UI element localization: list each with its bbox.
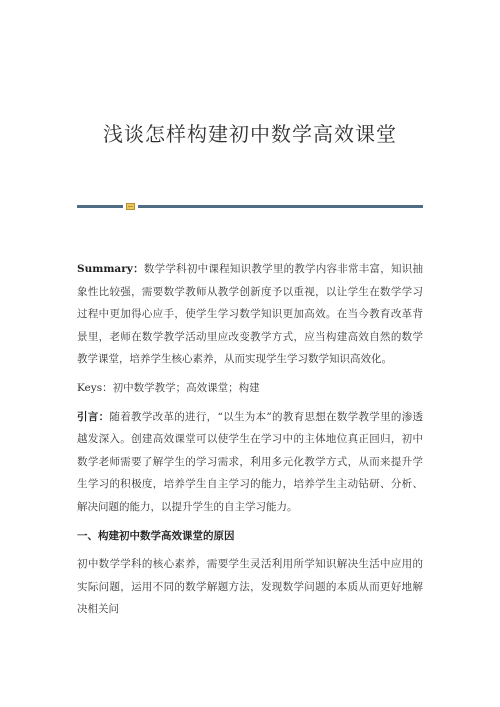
summary-label: Summary：	[77, 263, 144, 275]
section-paragraph: 初中数学学科的核心素养，需要学生灵活利用所学知识解决生活中应用的实际问题，运用不同的数学解题方法，发现数学问题的本质从而更好地解决相关问	[77, 558, 423, 616]
summary-paragraph	[77, 258, 423, 371]
document-body	[77, 258, 423, 627]
divider-bar-right	[138, 205, 423, 208]
intro-text: 随着教学改革的进行，“以生为本”的教育思想在数学教学里的渗透越发深入。创建高效课堂可以使学生在学习中的主体地位真正回归，初中数学老师需要了解学生的学习需求，利用多元化教学方式，从而来提升学生学习的积极度，培养学生自主学习的能力，培养学生主动钻研、分析、解决问题的能力，以提升学生的自主学习能力。	[77, 410, 423, 513]
keys-text: 初中数学教学；高效课堂；构建	[112, 381, 260, 394]
intro-label: 引言：	[77, 410, 110, 423]
intro-paragraph	[77, 406, 423, 519]
title-divider	[77, 203, 423, 209]
document-title: 浅谈怎样构建初中数学高效课堂	[103, 122, 397, 146]
keys-paragraph	[77, 377, 423, 400]
keys-label: Keys：	[77, 381, 113, 394]
summary-text: 数学学科初中课程知识教学里的教学内容非常丰富，知识抽象性比较强，需要数学教师从教学创新度予以重视，以让学生在数学学习过程中更加得心应手，使学生学习数学知识更加高效。在当今教育改革背景里，老师在数学教学活动里应改变教学方式，应当构建高效自然的数学教学课堂，培养学生核心素养，从而实现学生学习数学知识高效化。	[77, 263, 424, 366]
divider-bar-left	[77, 205, 123, 208]
book-icon	[126, 203, 135, 210]
section-heading: 一、构建初中数学高效课堂的原因	[77, 529, 235, 542]
